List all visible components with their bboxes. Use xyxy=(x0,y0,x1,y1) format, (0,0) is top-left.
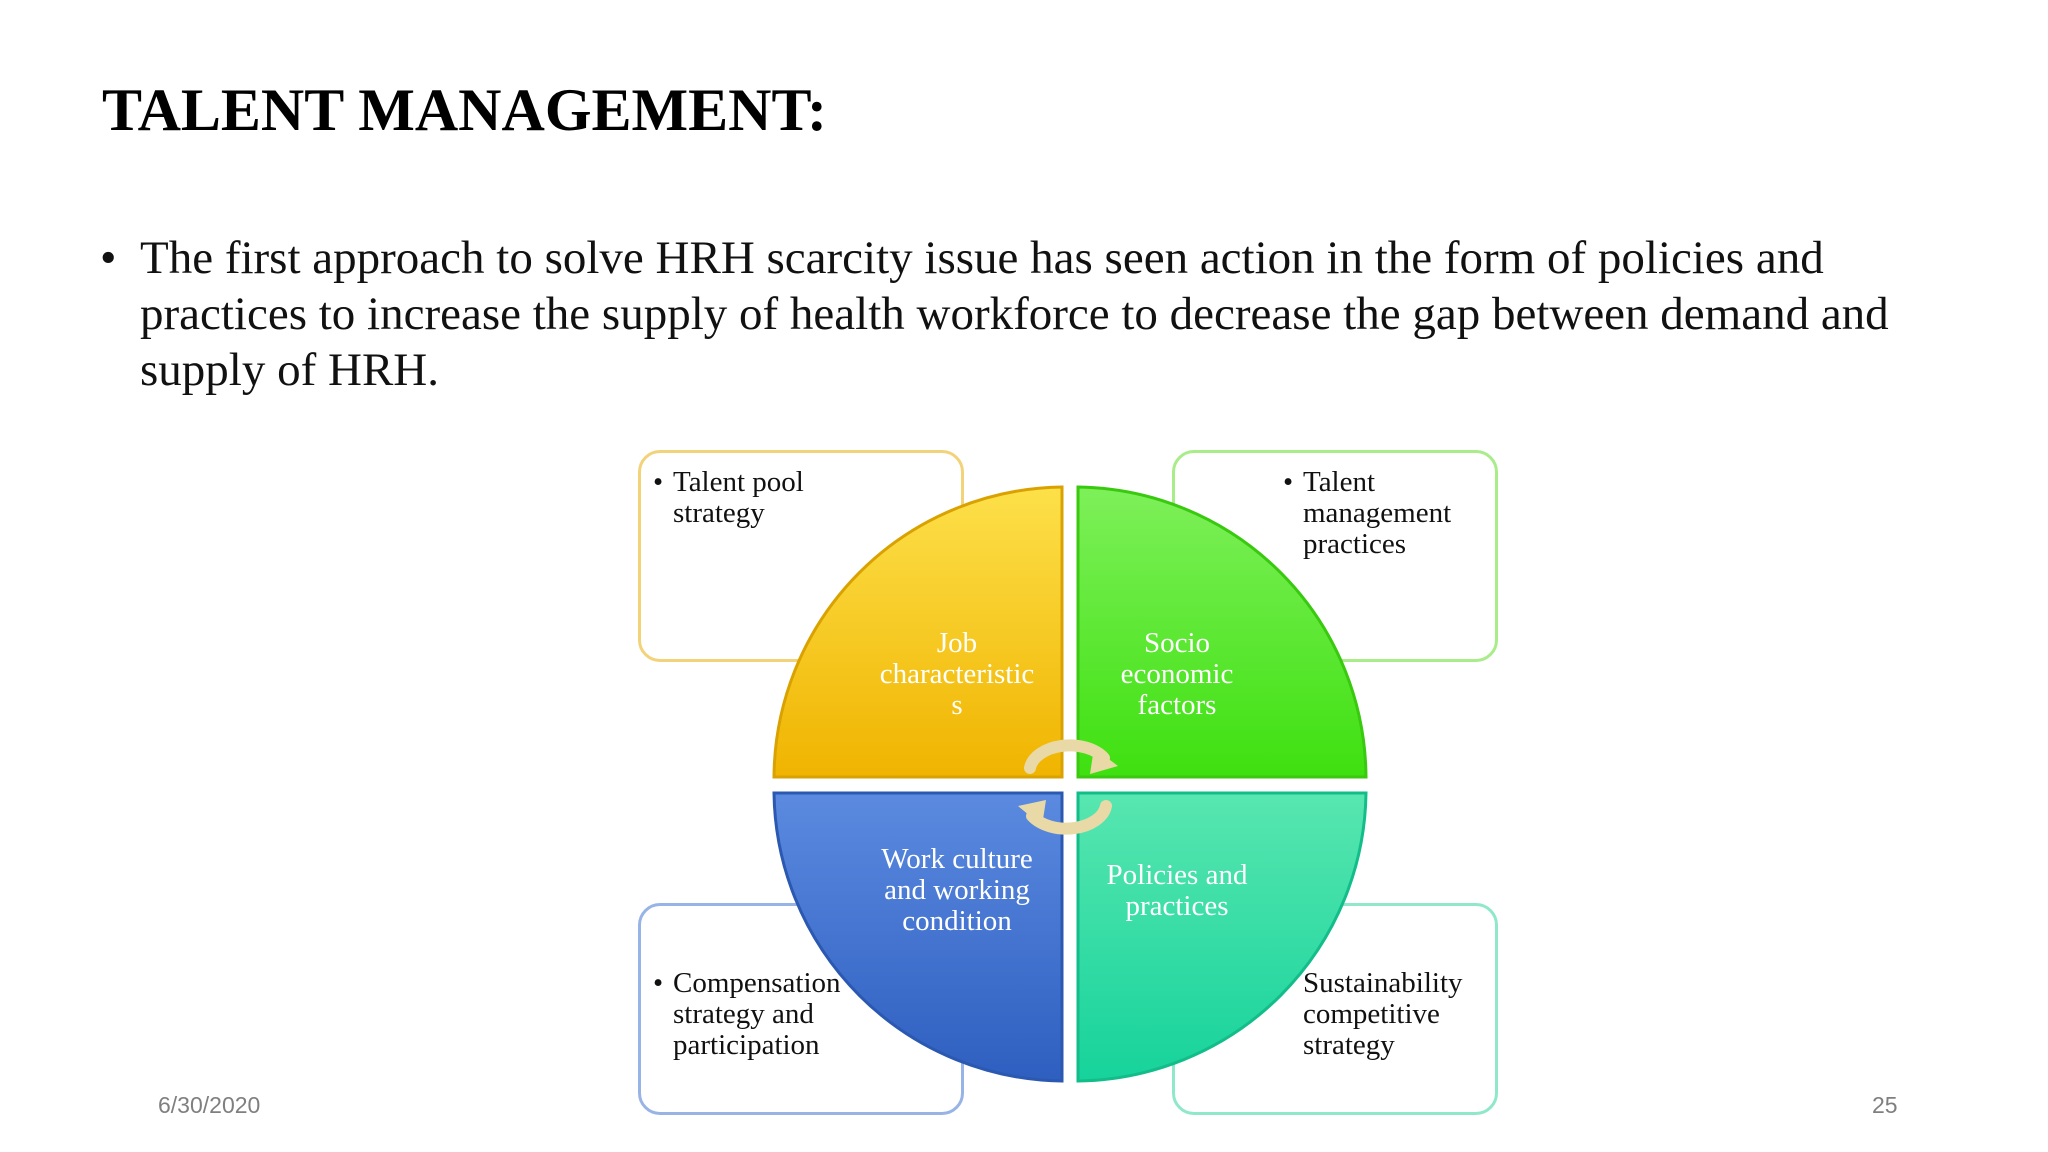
quadrant-label-policies xyxy=(1092,860,1262,922)
label-line: characteristic xyxy=(879,658,1035,690)
label-line: condition xyxy=(902,905,1012,937)
bullet-marker: • xyxy=(100,232,117,284)
quadrant-label-socio xyxy=(1092,628,1262,721)
bullet-text: The first approach to solve HRH scarcity issue has seen action in the form of policies and practices to increase the supply of health workforce to decrease the gap between demand and supply of HRH. xyxy=(140,232,1889,396)
circular-arrows-icon xyxy=(1018,745,1118,828)
box-bullet: • xyxy=(653,967,664,999)
label-line: Policies and xyxy=(1106,859,1248,891)
box-text-line: strategy and xyxy=(673,998,814,1030)
label-line: practices xyxy=(1125,890,1229,922)
slide-date: 6/30/2020 xyxy=(158,1092,261,1118)
label-line: Socio xyxy=(1143,627,1211,659)
slide-page-number: 25 xyxy=(1872,1092,1898,1118)
box-bullet: • xyxy=(653,466,664,498)
label-line: Job xyxy=(936,627,978,659)
box-text-line: Sustainability xyxy=(1303,967,1463,999)
label-line: s xyxy=(951,689,963,721)
label-line: and working xyxy=(884,874,1030,906)
box-text-line: participation xyxy=(673,1029,820,1061)
box-text-line: competitive xyxy=(1303,998,1440,1030)
quadrant-work-culture xyxy=(774,793,1062,1081)
box-text-line: strategy xyxy=(1303,1029,1395,1061)
box-text-line: practices xyxy=(1303,528,1407,560)
box-text-line: Talent xyxy=(1303,466,1376,498)
quadrant-label-work xyxy=(872,844,1042,937)
label-line: Work culture xyxy=(881,843,1033,875)
quadrant-label-job xyxy=(872,628,1042,721)
box-text-line: strategy xyxy=(673,497,765,529)
label-line: economic xyxy=(1120,658,1234,690)
label-line: factors xyxy=(1137,689,1217,721)
slide-title: TALENT MANAGEMENT: xyxy=(102,77,828,143)
box-text-line: management xyxy=(1303,497,1452,529)
box-text-line: Compensation xyxy=(673,967,841,999)
quadrant-policies-practices xyxy=(1078,793,1366,1081)
box-text-line: Talent pool xyxy=(673,466,804,498)
box-bullet: • xyxy=(1283,466,1294,498)
